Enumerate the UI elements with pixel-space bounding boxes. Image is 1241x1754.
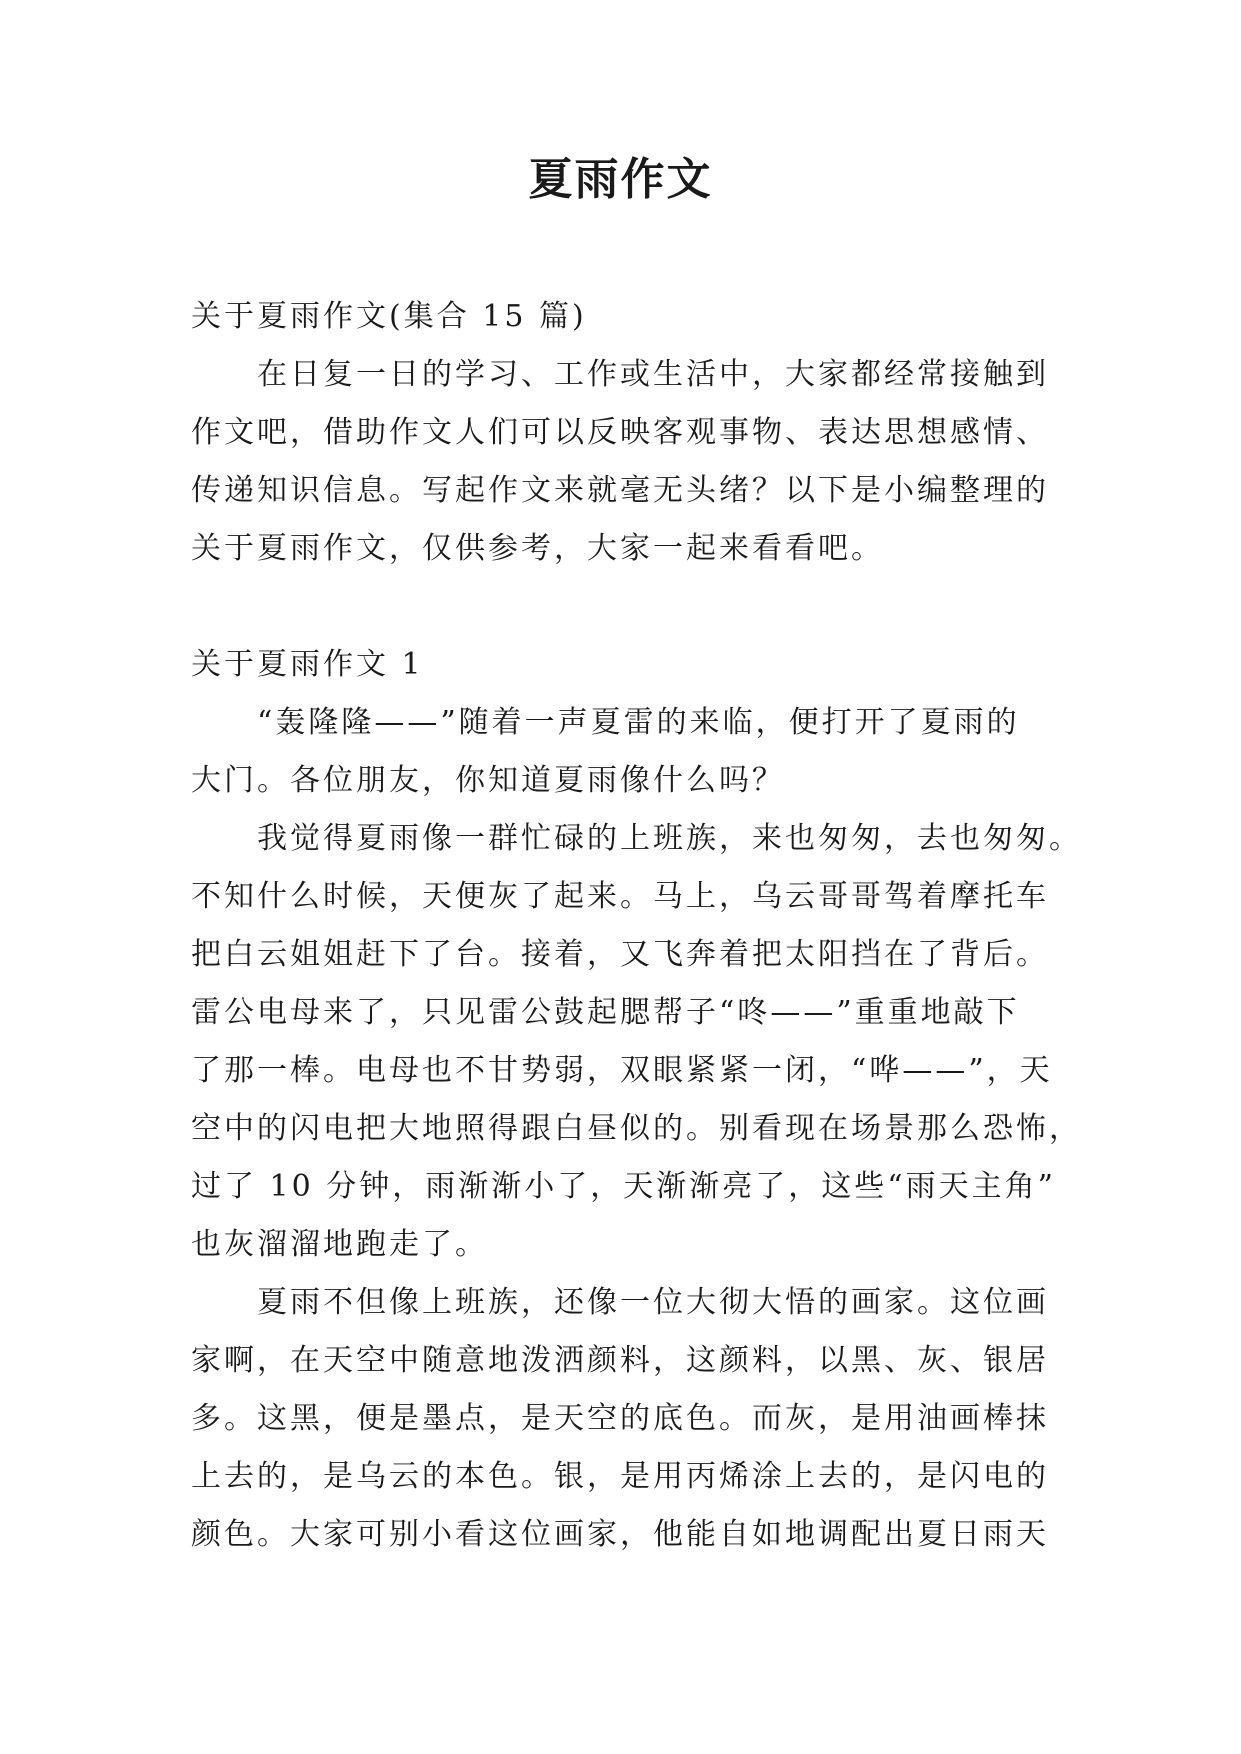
paragraph-gap bbox=[191, 578, 1059, 636]
document-body bbox=[191, 288, 1082, 1564]
text-line: 过了 10 分钟，雨渐渐小了，天渐渐亮了，这些“雨天主角” bbox=[191, 1169, 1056, 1204]
text-line: 空中的闪电把大地照得跟白昼似的。别看现在场景那么恐怖， bbox=[191, 1111, 1082, 1146]
text-line: 夏雨不但像上班族，还像一位大彻大悟的画家。这位画 bbox=[191, 1285, 1049, 1320]
text-line: 也灰溜溜地跑走了。 bbox=[191, 1227, 488, 1262]
text-line: 家啊，在天空中随意地泼洒颜料，这颜料，以黑、灰、银居 bbox=[191, 1343, 1049, 1378]
text-line: “轰隆隆——”随着一声夏雷的来临，便打开了夏雨的 bbox=[191, 705, 1020, 740]
text-line: 大门。各位朋友，你知道夏雨像什么吗？ bbox=[191, 763, 785, 798]
text-line: 了那一棒。电母也不甘势弱，双眼紧紧一闭，“哗——”，天 bbox=[191, 1053, 1053, 1088]
text-line: 把白云姐姐赶下了台。接着，又飞奔着把太阳挡在了背后。 bbox=[191, 937, 1049, 972]
text-line: 多。这黑，便是墨点，是天空的底色。而灰，是用油画棒抹 bbox=[191, 1401, 1049, 1436]
text-line: 作文吧，借助作文人们可以反映客观事物、表达思想感情、 bbox=[191, 415, 1049, 450]
text-line: 不知什么时候，天便灰了起来。马上，乌云哥哥驾着摩托车 bbox=[191, 879, 1049, 914]
text-line: 上去的，是乌云的本色。银，是用丙烯涂上去的，是闪电的 bbox=[191, 1459, 1049, 1494]
text-line: 关于夏雨作文，仅供参考，大家一起来看看吧。 bbox=[191, 531, 884, 566]
section-heading: 关于夏雨作文 1 bbox=[191, 647, 424, 682]
text-line: 关于夏雨作文(集合 15 篇) bbox=[191, 299, 587, 334]
document-title: 夏雨作文 bbox=[528, 154, 713, 205]
text-line: 传递知识信息。写起作文来就毫无头绪？以下是小编整理的 bbox=[191, 473, 1049, 508]
text-line: 在日复一日的学习、工作或生活中，大家都经常接触到 bbox=[191, 357, 1049, 392]
text-line: 我觉得夏雨像一群忙碌的上班族，来也匆匆，去也匆匆。 bbox=[191, 821, 1082, 856]
text-line: 雷公电母来了，只见雷公鼓起腮帮子“咚——”重重地敲下 bbox=[191, 995, 1020, 1030]
text-line: 颜色。大家可别小看这位画家，他能自如地调配出夏日雨天 bbox=[191, 1517, 1049, 1552]
